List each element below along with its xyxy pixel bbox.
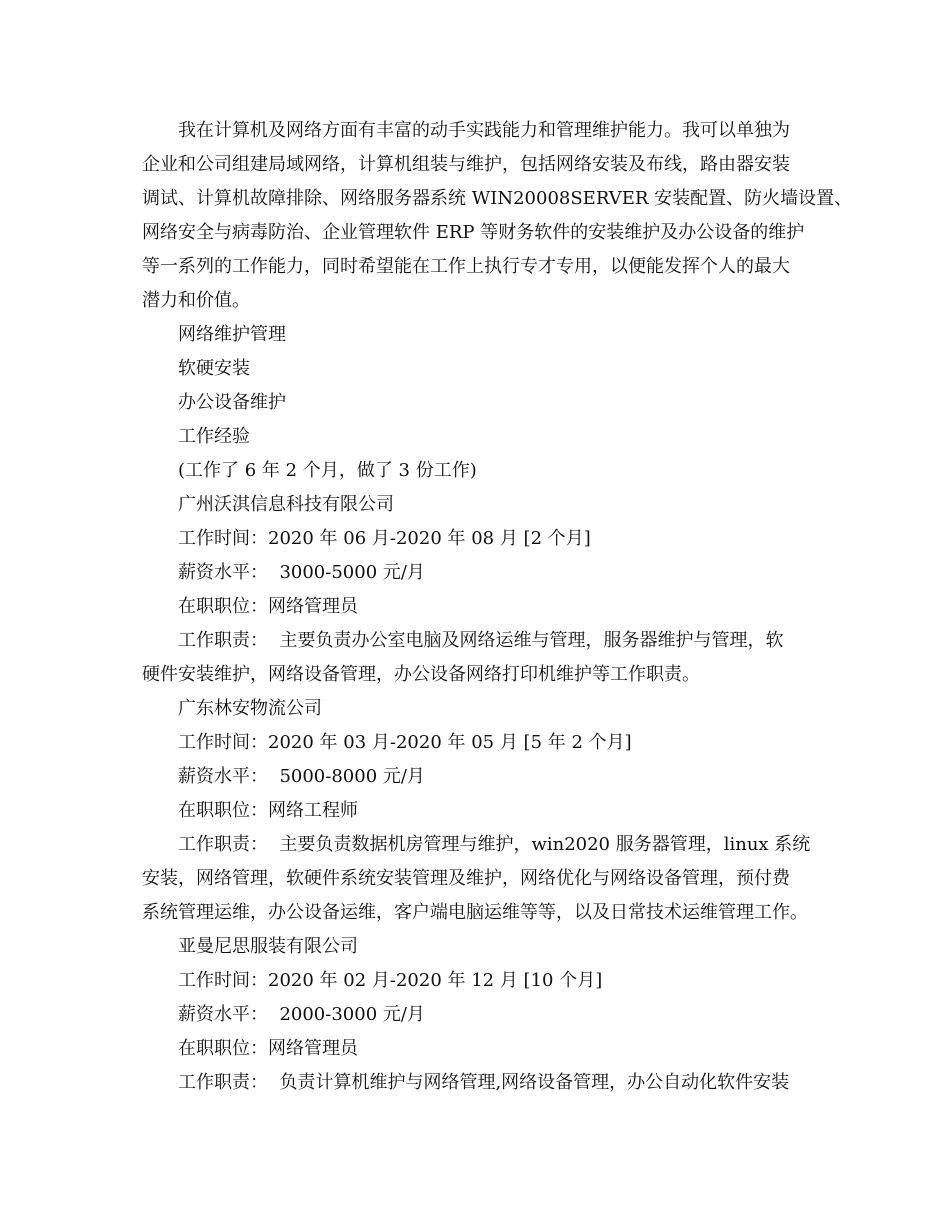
job-duties-line: 工作职责： 负责计算机维护与网络管理,网络设备管理，办公自动化软件安装 (178, 1072, 790, 1093)
skill-item: 办公设备维护 (178, 392, 286, 413)
job-time: 工作时间：2020 年 03 月-2020 年 05 月 [5 年 2 个月] (178, 732, 632, 753)
intro-line: 调试、计算机故障排除、网络服务器系统 WIN20008SERVER 安装配置、防火墙设置、 (142, 188, 853, 209)
job-salary: 薪资水平： 2000-3000 元/月 (178, 1004, 425, 1025)
job-position: 在职职位：网络管理员 (178, 1038, 358, 1059)
job-time: 工作时间：2020 年 06 月-2020 年 08 月 [2 个月] (178, 528, 591, 549)
resume-document (142, 114, 853, 1100)
skill-item: 软硬安装 (178, 358, 250, 379)
experience-heading: 工作经验 (178, 426, 250, 447)
job-company: 亚曼尼思服装有限公司 (178, 936, 358, 957)
job-duties-line: 硬件安装维护，网络设备管理，办公设备网络打印机维护等工作职责。 (142, 664, 700, 685)
job-time: 工作时间：2020 年 02 月-2020 年 12 月 [10 个月] (178, 970, 603, 991)
job-duties-line: 安装，网络管理，软硬件系统安装管理及维护，网络优化与网络设备管理，预付费 (142, 868, 790, 889)
job-duties-line: 系统管理运维，办公设备运维，客户端电脑运维等等，以及日常技术运维管理工作。 (142, 902, 808, 923)
intro-line: 网络安全与病毒防治、企业管理软件 ERP 等财务软件的安装维护及办公设备的维护 (142, 222, 805, 243)
job-duties-line: 工作职责： 主要负责数据机房管理与维护，win2020 服务器管理，linux 系统 (178, 834, 811, 855)
intro-line: 我在计算机及网络方面有丰富的动手实践能力和管理维护能力。我可以单独为 (178, 120, 790, 141)
intro-line: 潜力和价值。 (142, 290, 250, 311)
skill-item: 网络维护管理 (178, 324, 286, 345)
job-duties-line: 工作职责： 主要负责办公室电脑及网络运维与管理，服务器维护与管理，软 (178, 630, 784, 651)
intro-line: 等一系列的工作能力，同时希望能在工作上执行专才专用，以便能发挥个人的最大 (142, 256, 790, 277)
experience-summary: (工作了 6 年 2 个月，做了 3 份工作) (178, 460, 477, 481)
job-salary: 薪资水平： 3000-5000 元/月 (178, 562, 425, 583)
job-company: 广东林安物流公司 (178, 698, 322, 719)
job-salary: 薪资水平： 5000-8000 元/月 (178, 766, 425, 787)
job-company: 广州沃淇信息科技有限公司 (178, 494, 394, 515)
job-position: 在职职位：网络工程师 (178, 800, 358, 821)
intro-line: 企业和公司组建局域网络，计算机组装与维护，包括网络安装及布线，路由器安装 (142, 154, 790, 175)
job-position: 在职职位：网络管理员 (178, 596, 358, 617)
